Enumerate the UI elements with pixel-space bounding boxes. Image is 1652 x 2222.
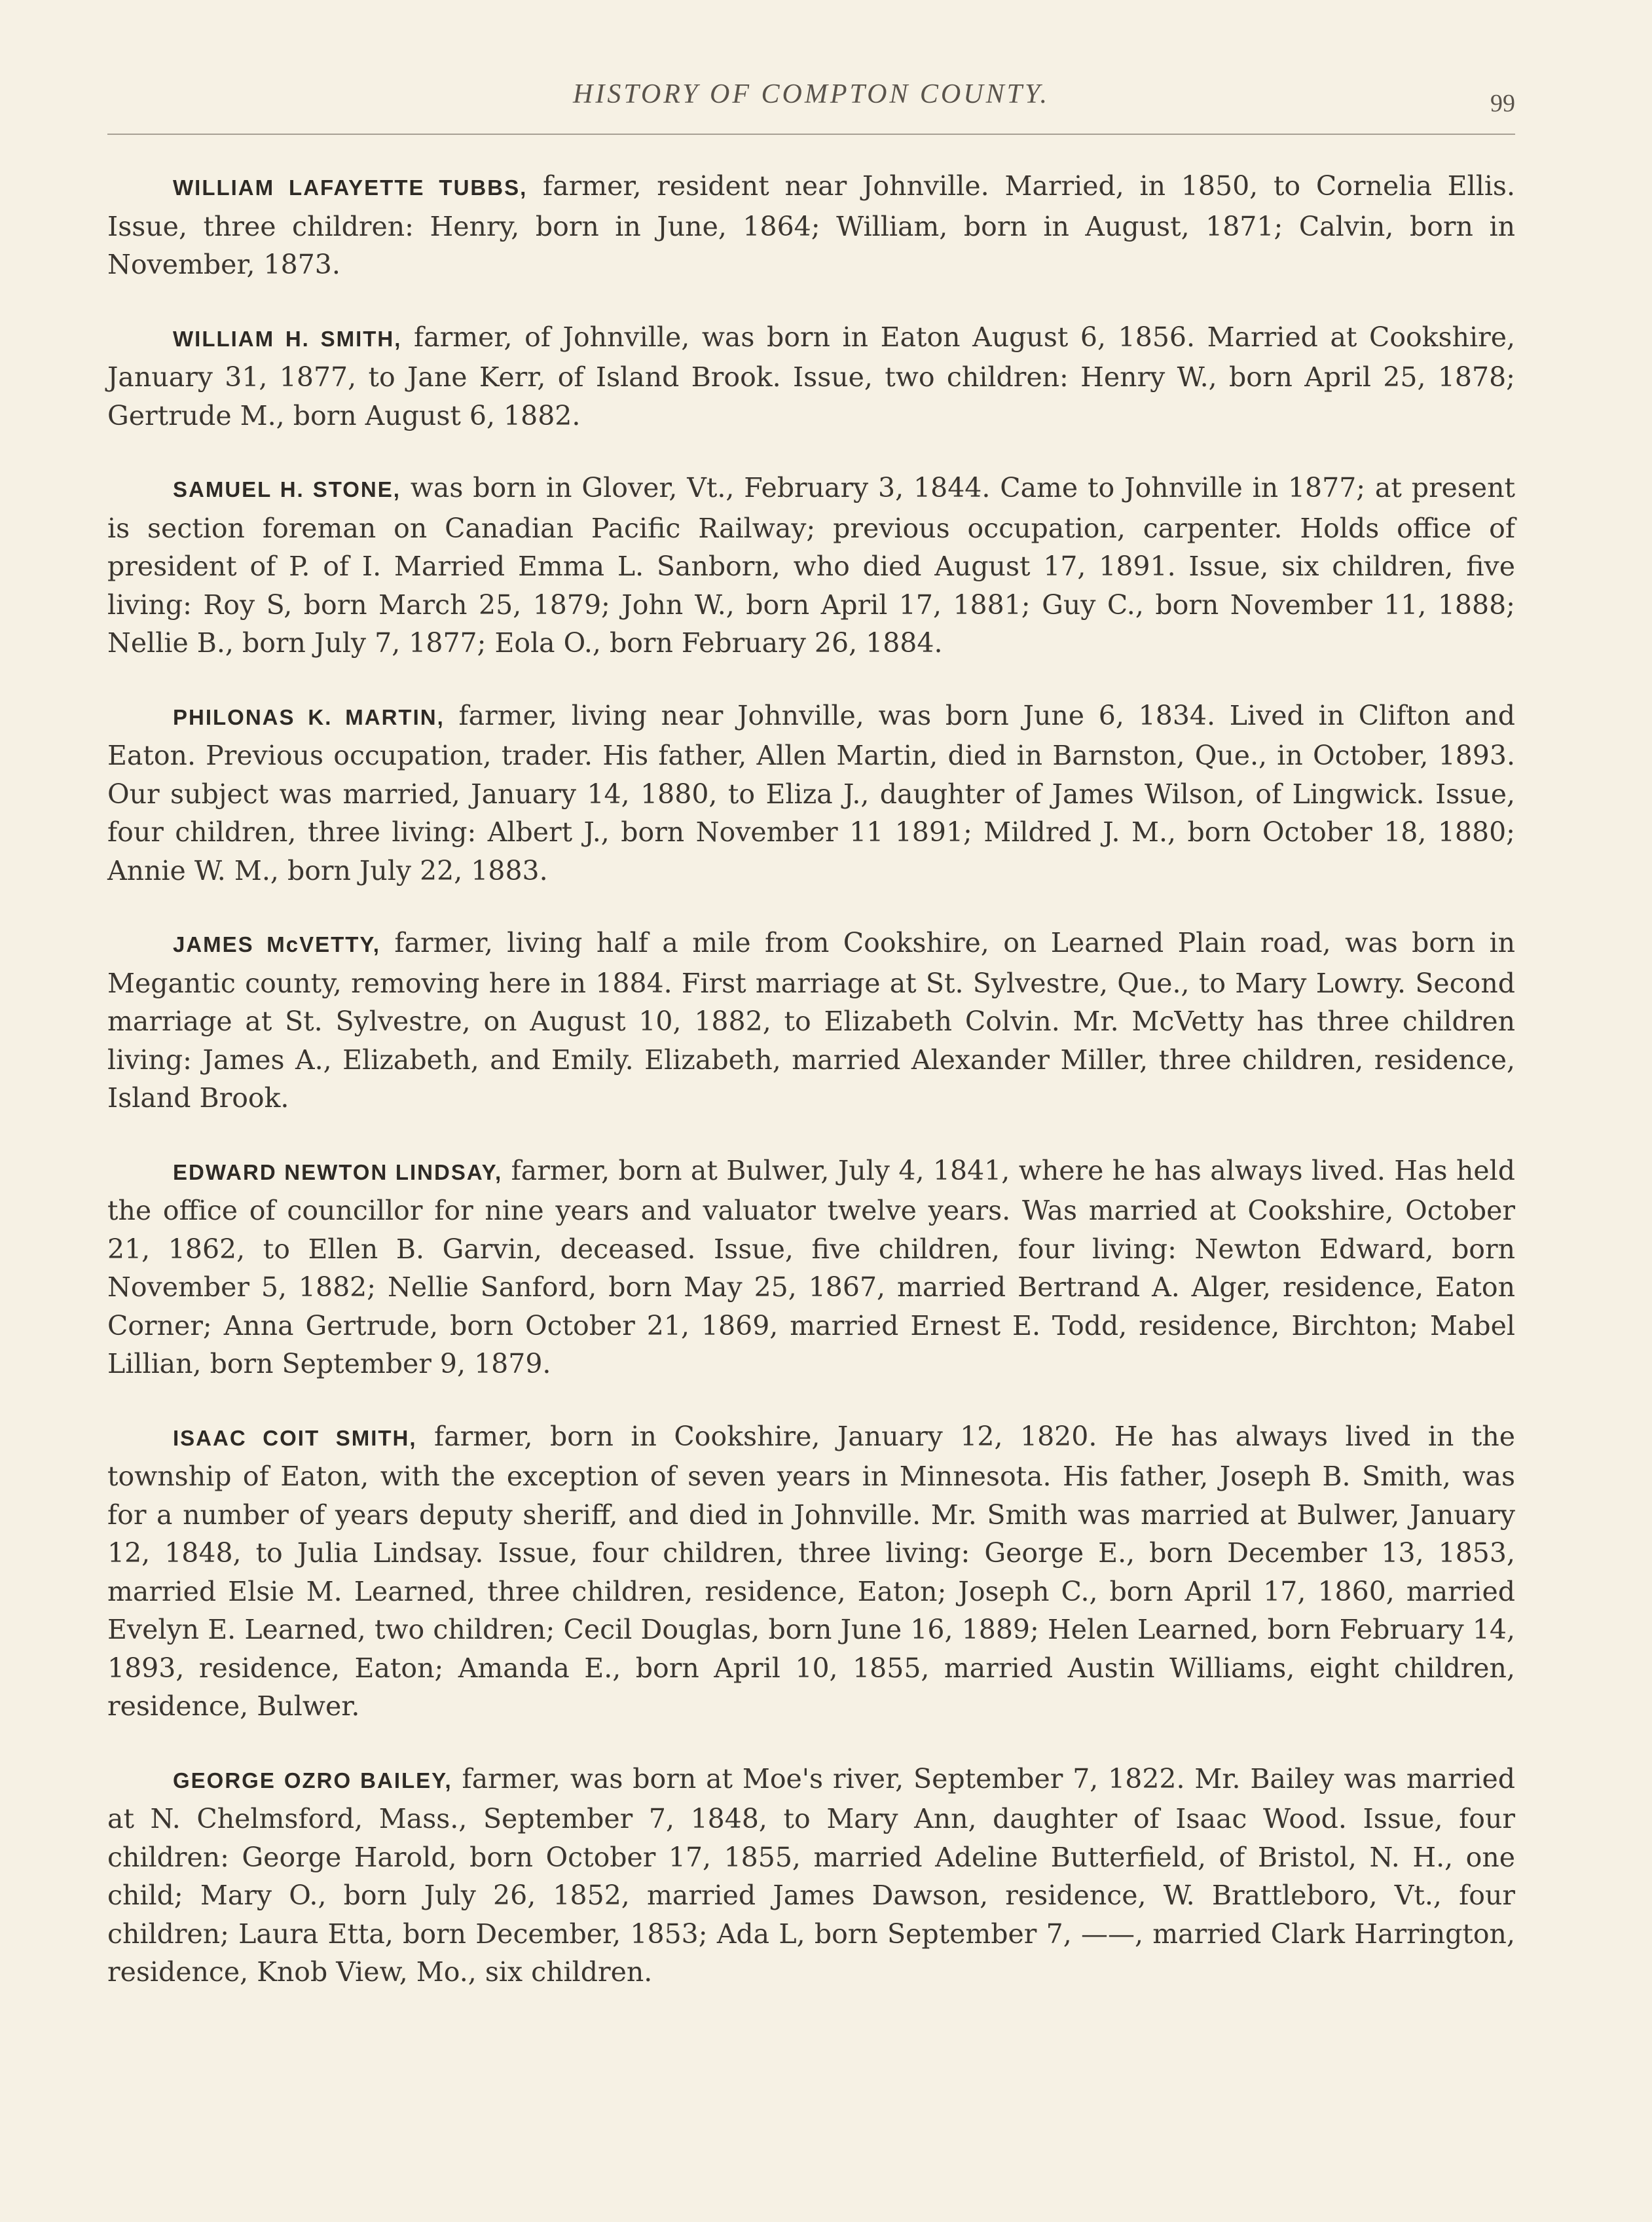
biography-entry	[107, 469, 1515, 663]
entry-text: farmer, born in Cookshire, January 12, 1820. He has always lived in the township of Eaton, with the exception of seven years in Minnesota. His father, Joseph B. Smith, was for a number of years deputy sheriff, and died in Johnville. Mr. Smith was married at Bulwer, January 12, 1848, to Julia Lindsay. Issue, four children, three living: George E., born December 13, 1853, married Elsie M. Learned, three children, residence, Eaton; Joseph C., born April 17, 1860, married Evelyn E. Learned, two children; Cecil Douglas, born June 16, 1889; Helen Learned, born February 14, 1893, residence, Eaton; Amanda E., born April 10, 1855, married Austin Williams, eight children, residence, Bulwer.	[107, 1420, 1515, 1722]
biography-entry	[107, 167, 1515, 284]
entry-name: PHILONAS K. MARTIN,	[173, 704, 445, 729]
biography-entry	[107, 318, 1515, 435]
biography-entry	[107, 1417, 1515, 1726]
entry-text: was born in Glover, Vt., February 3, 1844. Came to Johnville in 1877; at present is section foreman on Canadian Pacific Railway; previous occupation, carpenter. Holds office of president of P. of I. Married Emma L. Sanborn, who died August 17, 1891. Issue, six children, five living: Roy S, born March 25, 1879; John W., born April 17, 1881; Guy C., born November 11, 1888; Nellie B., born July 7, 1877; Eola O., born February 26, 1884.	[107, 472, 1515, 659]
entry-text: farmer, living near Johnville, was born June 6, 1834. Lived in Clifton and Eaton. Previous occupation, trader. His father, Allen Martin, died in Barnston, Que., in October, 1893. Our subject was married, January 14, 1880, to Eliza J., daughter of James Wilson, of Lingwick. Issue, four children, three living: Albert J., born November 11 1891; Mildred J. M., born October 18, 1880; Annie W. M., born July 22, 1883.	[107, 699, 1515, 886]
biography-entry	[107, 1760, 1515, 1992]
entry-name: WILLIAM LAFAYETTE TUBBS,	[173, 175, 528, 200]
entry-name: SAMUEL H. STONE,	[173, 477, 401, 501]
biography-entry	[107, 1152, 1515, 1383]
entry-name: ISAAC COIT SMITH,	[173, 1425, 417, 1450]
header-rule	[107, 134, 1515, 135]
page-number: 99	[1490, 90, 1515, 117]
entry-text: farmer, living half a mile from Cookshire, on Learned Plain road, was born in Megantic county, removing here in 1884. First marriage at St. Sylvestre, Que., to Mary Lowry. Second marriage at St. Sylvestre, on August 10, 1882, to Elizabeth Colvin. Mr. McVetty has three children living: James A., Elizabeth, and Emily. Elizabeth, married Alexander Miller, three children, residence, Island Brook.	[107, 927, 1515, 1114]
entry-name: EDWARD NEWTON LINDSAY,	[173, 1159, 503, 1184]
entry-text: farmer, resident near Johnville. Married, in 1850, to Cornelia Ellis. Issue, three children: Henry, born in June, 1864; William, born in August, 1871; Calvin, born in November, 1873.	[107, 170, 1515, 280]
biography-entry	[107, 924, 1515, 1118]
entry-text: farmer, born at Bulwer, July 4, 1841, where he has always lived. Has held the office of councillor for nine years and valuator twelve years. Was married at Cookshire, October 21, 1862, to Ellen B. Garvin, deceased. Issue, five children, four living: Newton Edward, born November 5, 1882; Nellie Sanford, born May 25, 1867, married Bertrand A. Alger, residence, Eaton Corner; Anna Gertrude, born October 21, 1869, married Ernest E. Todd, residence, Birchton; Mabel Lillian, born September 9, 1879.	[107, 1154, 1516, 1379]
running-title: HISTORY OF COMPTON COUNTY.	[573, 79, 1050, 109]
entry-text: farmer, of Johnville, was born in Eaton August 6, 1856. Married at Cookshire, January 31, 1877, to Jane Kerr, of Island Brook. Issue, two children: Henry W., born April 25, 1878; Gertrude M., born August 6, 1882.	[107, 321, 1515, 431]
entry-name: GEORGE OZRO BAILEY,	[173, 1768, 452, 1793]
entry-name: WILLIAM H. SMITH,	[173, 326, 402, 351]
page-header	[107, 79, 1515, 131]
entry-name: JAMES McVETTY,	[173, 932, 380, 956]
biography-entry	[107, 697, 1515, 890]
page-body	[107, 167, 1515, 2026]
entry-text: farmer, was born at Moe's river, September 7, 1822. Mr. Bailey was married at N. Chelmsford, Mass., September 7, 1848, to Mary Ann, daughter of Isaac Wood. Issue, four children: George Harold, born October 17, 1855, married Adeline Butterfield, of Bristol, N. H., one child; Mary O., born July 26, 1852, married James Dawson, residence, W. Brattleboro, Vt., four children; Laura Etta, born December, 1853; Ada L, born September 7, ——, married Clark Harrington, residence, Knob View, Mo., six children.	[107, 1762, 1515, 1988]
